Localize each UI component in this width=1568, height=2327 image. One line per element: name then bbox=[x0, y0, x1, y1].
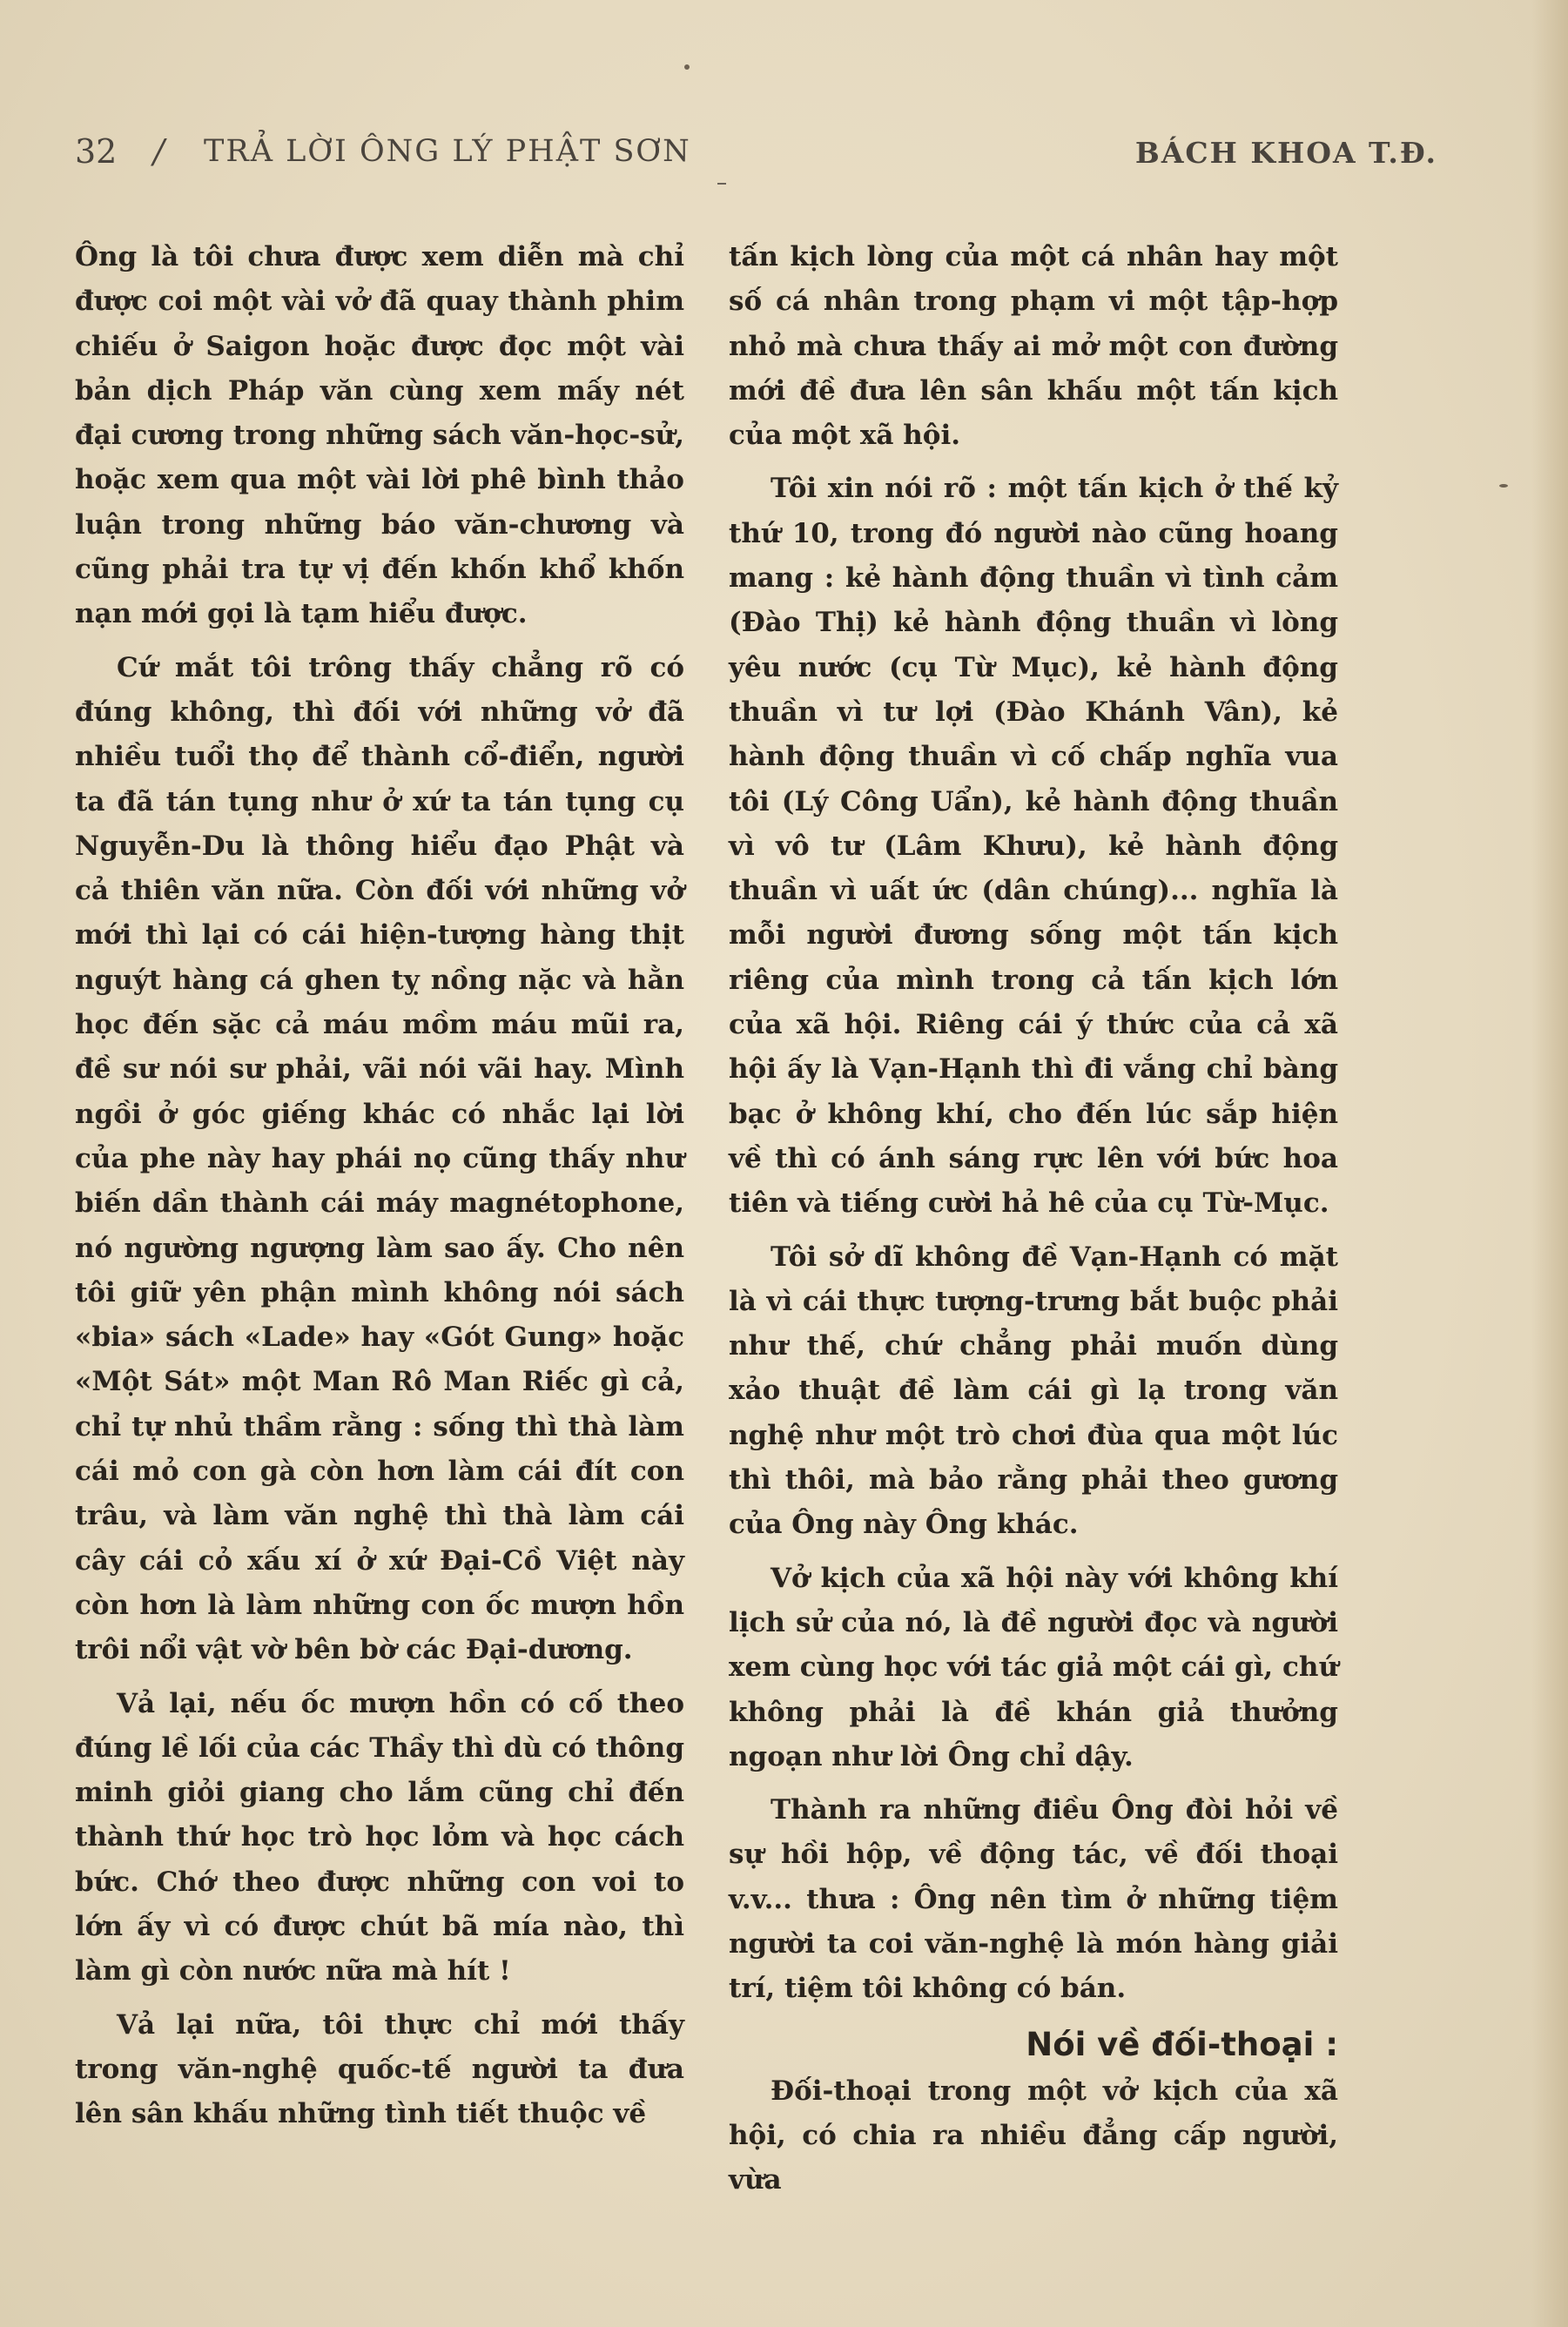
header-rule-mark bbox=[717, 183, 726, 185]
paragraph: Đối-thoại trong một vở kịch của xã hội, có chia ra nhiều đẳng cấp người, vừa bbox=[729, 2075, 1338, 2196]
paragraph: Cứ mắt tôi trông thấy chẳng rõ có đúng không, thì đối với những vở đã nhiều tuổi thọ để thành cổ-điển, người ta đã tán tụng như ở xứ ta tán tụng cụ Nguyễn-Du là thông hiểu đạo Phật và cả thiên văn nữa. Còn đối với những vở mới thì lại có cái hiện-tượng hàng thịt nguýt hàng cá ghen tỵ nồng nặc và hằn học đến sặc cả máu mồm máu mũi ra, đề sư nói sư phải, vãi nói vãi hay. Mình ngồi ở góc giếng khác có nhắc lại lời của phe này hay phái nọ cũng thấy như biến dần thành cái máy magnétophone, nó ngường ngượng làm sao ấy. Cho nên tôi giữ yên phận mình không nói sách «bia» sách «Lade» hay «Gót Gung» hoặc «Một Sát» một Man Rô Man Riếc gì cả, chỉ tự nhủ thầm rằng : sống thì thà làm cái mỏ con gà còn hơn làm cái đít con trâu, và làm văn nghệ thì thà làm cái cây cái cỏ xấu xí ở xứ Đại-Cồ Việt này còn hơn là làm những con ốc mượn hồn trôi nổi vật vờ bên bờ các Đại-dương. bbox=[75, 651, 684, 1666]
right-column bbox=[729, 235, 1338, 2211]
section-heading: Nói về đối-thoại : bbox=[1026, 2025, 1338, 2063]
paragraph: tấn kịch lòng của một cá nhân hay một số cá nhân trong phạm vi một tập-hợp nhỏ mà chưa thấy ai mở một con đường mới đề đưa lên sân khấu một tấn kịch của một xã hội. bbox=[729, 241, 1338, 452]
paragraph: Tôi xin nói rõ : một tấn kịch ở thế kỷ thứ 10, trong đó người nào cũng hoang mang : kẻ hành động thuần vì tình cảm (Đào Thị) kẻ hành động thuần vì lòng yêu nước (cụ Từ Mục), kẻ hành động thuần vì tư lợi (Đào Khánh Vân), kẻ hành động thuần vì cố chấp nghĩa vua tôi (Lý Công Uẩn), kẻ hành động thuần vì vô tư (Lâm Khưu), kẻ hành động thuần vì uất ức (dân chúng)... nghĩa là mỗi người đương sống một tấn kịch riêng của mình trong cả tấn kịch lớn của xã hội. Riêng cái ý thức của cả xã hội ấy là Vạn-Hạnh thì đi vắng chỉ bàng bạc ở không khí, cho đến lúc sắp hiện về thì có ánh sáng rực lên với bức hoa tiên và tiếng cười hả hê của cụ Từ-Mục. bbox=[729, 473, 1338, 1220]
paper-speck bbox=[1499, 484, 1508, 488]
paragraph: Vả lại, nếu ốc mượn hồn có cố theo đúng lề lối của các Thầy thì dù có thông minh giỏi giang cho lắm cũng chỉ đến thành thứ học trò học lỏm và học cách bức. Chớ theo được những con voi to lớn ấy vì có được chút bã mía nào, thì làm gì còn nước nữa mà hít ! bbox=[75, 1687, 684, 1987]
paragraph: Vở kịch của xã hội này với không khí lịch sử của nó, là đề người đọc và người xem cùng học với tác giả một cái gì, chứ không phải là đề khán giả thưởng ngoạn như lời Ông chỉ dậy. bbox=[729, 1562, 1338, 1772]
header-separator: / bbox=[153, 132, 165, 171]
paragraph: Vả lại nữa, tôi thực chỉ mới thấy trong văn-nghệ quốc-tế người ta đưa lên sân khấu những tình tiết thuộc về bbox=[75, 2008, 684, 2130]
paragraph: Tôi sở dĩ không đề Vạn-Hạnh có mặt là vì cái thực tượng-trưng bắt buộc phải như thế, chứ chẳng phải muốn dùng xảo thuật đề làm cái gì lạ trong văn nghệ như một trò chơi đùa qua một lúc thì thôi, mà bảo rằng phải theo gương của Ông này Ông khác. bbox=[729, 1241, 1338, 1541]
article-title: TRẢ LỜI ÔNG LÝ PHẬT SƠN bbox=[204, 134, 691, 169]
left-column bbox=[75, 235, 684, 2145]
running-header bbox=[75, 132, 1437, 185]
journal-name: BÁCH KHOA T.Đ. bbox=[1134, 136, 1437, 170]
paper-speck bbox=[684, 64, 690, 70]
page-number: 32 bbox=[75, 132, 118, 171]
paragraph: Ông là tôi chưa được xem diễn mà chỉ được coi một vài vở đã quay thành phim chiếu ở Saigon hoặc được đọc một vài bản dịch Pháp văn cùng xem mấy nét đại cương trong những sách văn-học-sử, hoặc xem qua một vài lời phê bình thảo luận trong những báo văn-chương và cũng phải tra tự vị đến khốn khổ khốn nạn mới gọi là tạm hiểu được. bbox=[75, 241, 684, 630]
paragraph: Thành ra những điều Ông đòi hỏi về sự hồi hộp, về động tác, về đối thoại v.v... thưa : Ông nên tìm ở những tiệm người ta coi văn-nghệ là món hàng giải trí, tiệm tôi không có bán. bbox=[729, 1794, 1338, 2005]
